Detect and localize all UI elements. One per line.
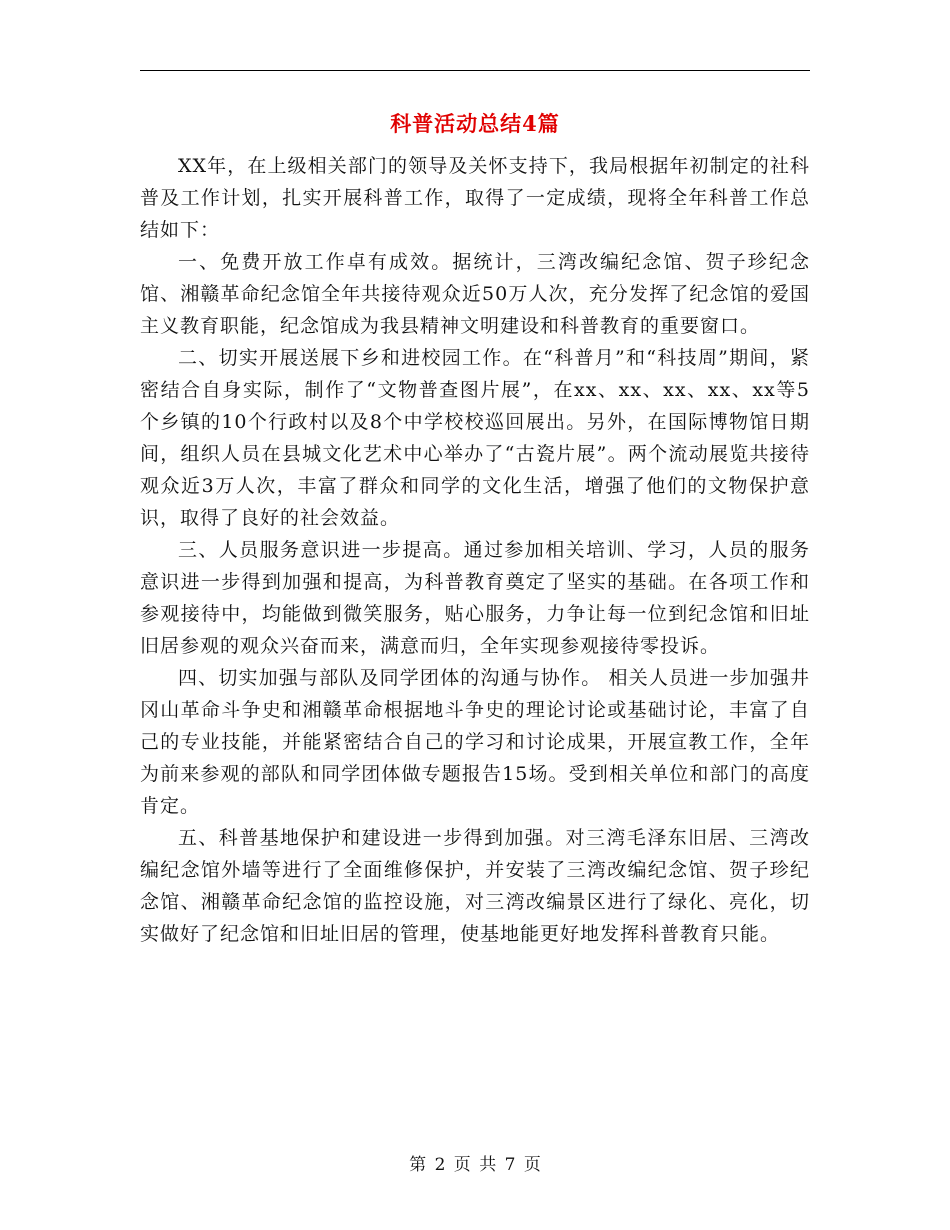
paragraph-section-4: 四、切实加强与部队及同学团体的沟通与协作。 相关人员进一步加强井冈山革命斗争史和湘赣革命根据地斗争史的理论讨论或基础讨论，丰富了自己的专业技能，并能紧密结合自己的学习和讨论成果，开展宣教工作，全年为前来参观的部队和同学团体做专题报告15场。受到相关单位和部门的高度肯定。 — [140, 667, 810, 817]
header-rule — [140, 70, 810, 71]
paragraph-intro: XX年，在上级相关部门的领导及关怀支持下，我局根据年初制定的社科普及工作计划，扎实开展科普工作，取得了一定成绩，现将全年科普工作总结如下： — [140, 155, 810, 241]
paragraph-section-1: 一、免费开放工作卓有成效。据统计，三湾改编纪念馆、贺子珍纪念馆、湘赣革命纪念馆全年共接待观众近50万人次，充分发挥了纪念馆的爱国主义教育职能，纪念馆成为我县精神文明建设和科普教育的重要窗口。 — [140, 251, 810, 337]
document-body — [140, 150, 810, 950]
page-number-footer: 第 2 页 共 7 页 — [409, 1155, 541, 1175]
paragraph-section-2: 二、切实开展送展下乡和进校园工作。在“科普月”和“科技周”期间，紧密结合自身实际，制作了“文物普查图片展”，在xx、xx、xx、xx、xx等5个乡镇的10个行政村以及8个中学校校巡回展出。另外，在国际博物馆日期间，组织人员在县城文化艺术中心举办了“古瓷片展”。两个流动展览共接待观众近3万人次，丰富了群众和同学的文化生活，增强了他们的文物保护意识，取得了良好的社会效益。 — [140, 347, 810, 529]
document-title: 科普活动总结4篇 — [390, 111, 560, 136]
paragraph-section-5: 五、科普基地保护和建设进一步得到加强。对三湾毛泽东旧居、三湾改编纪念馆外墙等进行了全面维修保护，并安装了三湾改编纪念馆、贺子珍纪念馆、湘赣革命纪念馆的监控设施，对三湾改编景区进行了绿化、亮化，切实做好了纪念馆和旧址旧居的管理，使基地能更好地发挥科普教育只能。 — [140, 827, 810, 945]
paragraph-section-3: 三、人员服务意识进一步提高。通过参加相关培训、学习，人员的服务意识进一步得到加强和提高，为科普教育奠定了坚实的基础。在各项工作和参观接待中，均能做到微笑服务，贴心服务，力争让每一位到纪念馆和旧址旧居参观的观众兴奋而来，满意而归，全年实现参观接待零投诉。 — [140, 539, 810, 657]
